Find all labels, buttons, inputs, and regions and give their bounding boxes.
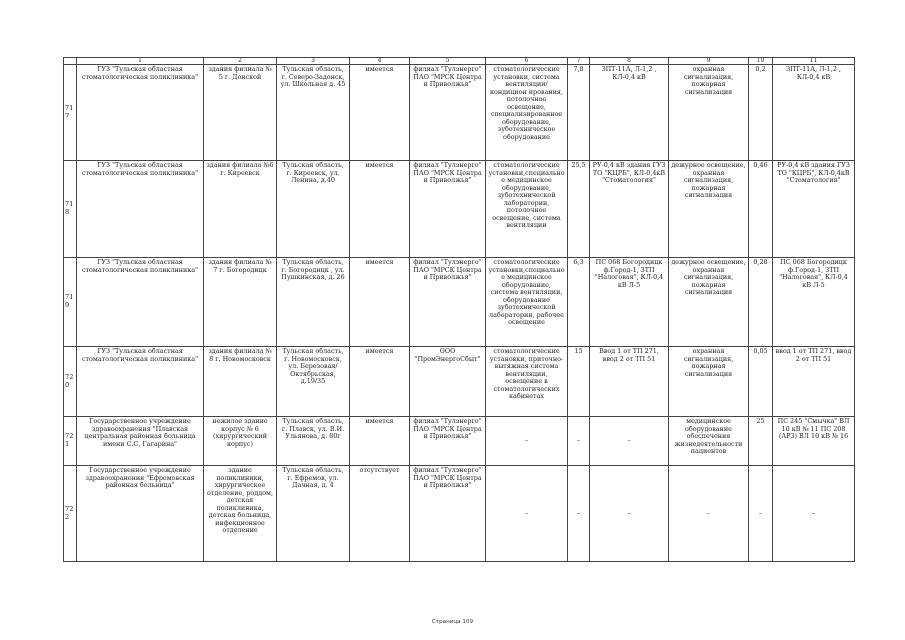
emergency-power-value: 0,46	[749, 161, 773, 258]
power-value: –	[568, 466, 590, 562]
building: здания филиала №6 г. Киреевск	[204, 161, 277, 258]
power-source: ЗПТ-11А, Л-1,2 , КЛ-0,4 кВ	[590, 65, 669, 161]
header-cell: 8	[590, 58, 669, 65]
header-cell: 10	[749, 58, 773, 65]
institution-name: ГУЗ "Тульская областная стоматологическая поликлиника"	[77, 65, 204, 161]
power-source: РУ-0,4 кВ здания ГУЗ ТО "КЦРБ", КЛ-0,4кВ "Стоматология"	[590, 161, 669, 258]
power-value: 15	[568, 347, 590, 417]
equipment: –	[486, 466, 568, 562]
table-row	[64, 466, 855, 562]
header-cell: 2	[204, 58, 277, 65]
header-cell: 9	[669, 58, 749, 65]
availability: имеется	[350, 65, 410, 161]
emergency-source: ПС 068 Богородицк ф.Город-1, ЗТП "Налоговая", КЛ-0,4 кВ Л-5	[773, 258, 855, 347]
emergency-equipment: дежурное освещение, охранная сигнализация, пожарная сигнализация	[669, 161, 749, 258]
header-cell	[64, 58, 77, 65]
institution-name: ГУЗ "Тульская областная стоматологическая поликлиника"	[77, 347, 204, 417]
emergency-power-value: 0,05	[749, 347, 773, 417]
data-table	[63, 57, 855, 562]
supplier: филиал "Тулэнерго" ПАО "МРСК Центра и Приволжья"	[410, 161, 486, 258]
row-number: 718	[64, 161, 77, 258]
building: здания филиала № 7 г. Богородицк	[204, 258, 277, 347]
availability: имеется	[350, 417, 410, 466]
power-source: –	[590, 466, 669, 562]
institution-name: Государственное учреждение здравоохранения "Плавская центральная районная больница имени С.С. Гагарина"	[77, 417, 204, 466]
emergency-power-value: 0,2	[749, 65, 773, 161]
equipment: стоматологические установки, система вентиляции/кондицион ирования, потолочное освещение, специализированное оборудование, зуботехническое оборудование	[486, 65, 568, 161]
availability: имеется	[350, 258, 410, 347]
row-number: 717	[64, 65, 77, 161]
header-cell: 7	[568, 58, 590, 65]
building: здания филиала № 5 г. Донской	[204, 65, 277, 161]
emergency-equipment: дежурное освещение, охранная сигнализация, пожарная сигнализация	[669, 258, 749, 347]
supplier: филиал "Тулэнерго" ПАО "МРСК Центра и Приволжья"	[410, 258, 486, 347]
availability: отсутствует	[350, 466, 410, 562]
institution-name: ГУЗ "Тульская областная стоматологическая поликлиника"	[77, 161, 204, 258]
header-cell: 5	[410, 58, 486, 65]
header-cell: 11	[773, 58, 855, 65]
header-cell: 4	[350, 58, 410, 65]
emergency-source: –	[773, 466, 855, 562]
supplier: филиал "Тулэнерго" ПАО "МРСК Центра и Приволжья"	[410, 65, 486, 161]
header-cell: 1	[77, 58, 204, 65]
row-number: 721	[64, 417, 77, 466]
institution-name: ГУЗ "Тульская областная стоматологическая поликлиника"	[77, 258, 204, 347]
row-number: 719	[64, 258, 77, 347]
power-value: –	[568, 417, 590, 466]
power-source: ПС 068 Богородицк ф.Город-1, ЗТП "Налоговая", КЛ-0,4 кВ Л-5	[590, 258, 669, 347]
equipment: стоматологические установки,специальное медицинское оборудование, зуботехнической лаборатории, потолочное освещение, система вентиляции	[486, 161, 568, 258]
emergency-equipment: охранная сигнализация, пожарная сигнализация	[669, 347, 749, 417]
emergency-equipment: –	[669, 466, 749, 562]
emergency-source: ЗПТ-11А, Л-1,2 , КЛ-0,4 кВ	[773, 65, 855, 161]
availability: имеется	[350, 161, 410, 258]
equipment: стоматологические установки,специальное медицинское оборудование, система вентиляции, оборудование зуботехнической лаборатории, рабочее освещение	[486, 258, 568, 347]
equipment: стоматологические установки, приточно-вытяжная система вентиляции, освещение в стоматологических кабинетах	[486, 347, 568, 417]
table-row	[64, 347, 855, 417]
table-row	[64, 417, 855, 466]
emergency-source: ПС 245 "Смычка" ВЛ 10 кВ № 11 ПС 208 (АРЗ) ВЛ 10 кВ № 16	[773, 417, 855, 466]
institution-name: Государственное учреждение здравоохранения "Ефремовская районная больница"	[77, 466, 204, 562]
emergency-source: РУ-0,4 кВ здания ГУЗ ТО "КЦРБ", КЛ-0,4кВ "Стоматология"	[773, 161, 855, 258]
emergency-power-value: –	[749, 466, 773, 562]
equipment: –	[486, 417, 568, 466]
emergency-source: ввод 1 от ТП 271, ввод 2 от ТП 51	[773, 347, 855, 417]
table-row	[64, 258, 855, 347]
building: здания филиала № 8 г. Новомосковск	[204, 347, 277, 417]
emergency-power-value: 25	[749, 417, 773, 466]
table-row	[64, 161, 855, 258]
power-value: 6,3	[568, 258, 590, 347]
table-row	[64, 65, 855, 161]
header-cell: 3	[277, 58, 350, 65]
availability: имеется	[350, 347, 410, 417]
row-number: 720	[64, 347, 77, 417]
emergency-power-value: 0,28	[749, 258, 773, 347]
address: Тульская область, г. Богородицк , ул. Пушкинская, д. 26	[277, 258, 350, 347]
address: Тульская область, г. Плавск, ул. В.И. Ульянова, д. 80г	[277, 417, 350, 466]
emergency-equipment: охранная сигнализация, пожарная сигнализация	[669, 65, 749, 161]
supplier: филиал "Тулэнерго" ПАО "МРСК Центра и Приволжья"	[410, 417, 486, 466]
address: Тульская область, г. Новомосковск, ул. Березовая/ Октябрьская, д.19/35	[277, 347, 350, 417]
header-cell: 6	[486, 58, 568, 65]
address: Тульская область, г. Ефремов, ул. Дачная, д. 4	[277, 466, 350, 562]
power-value: 7,8	[568, 65, 590, 161]
power-source: Ввод 1 от ТП 271, ввод 2 от ТП 51	[590, 347, 669, 417]
power-value: 25,5	[568, 161, 590, 258]
address: Тульская область, г. Северо-Задонск, ул. Школьная д. 45	[277, 65, 350, 161]
address: Тульская область, г. Киреевск, ул. Ленина, д.40	[277, 161, 350, 258]
supplier: ООО "ПромЭнергоСбыт"	[410, 347, 486, 417]
page-footer: Страница 109	[431, 619, 474, 625]
column-number-row	[64, 58, 855, 65]
building: нежилое здание корпус № 6 (хирургический корпус)	[204, 417, 277, 466]
row-number: 722	[64, 466, 77, 562]
building: здание поликлиники, хирургическое отделение, роддом, детская поликлиника, детская больница, инфекционное отделение	[204, 466, 277, 562]
supplier: филиал "Тулэнерго" ПАО "МРСК Центра и Приволжья"	[410, 466, 486, 562]
emergency-equipment: медицинское оборудование обеспечения жизнедеятельности пациентов	[669, 417, 749, 466]
power-source: –	[590, 417, 669, 466]
